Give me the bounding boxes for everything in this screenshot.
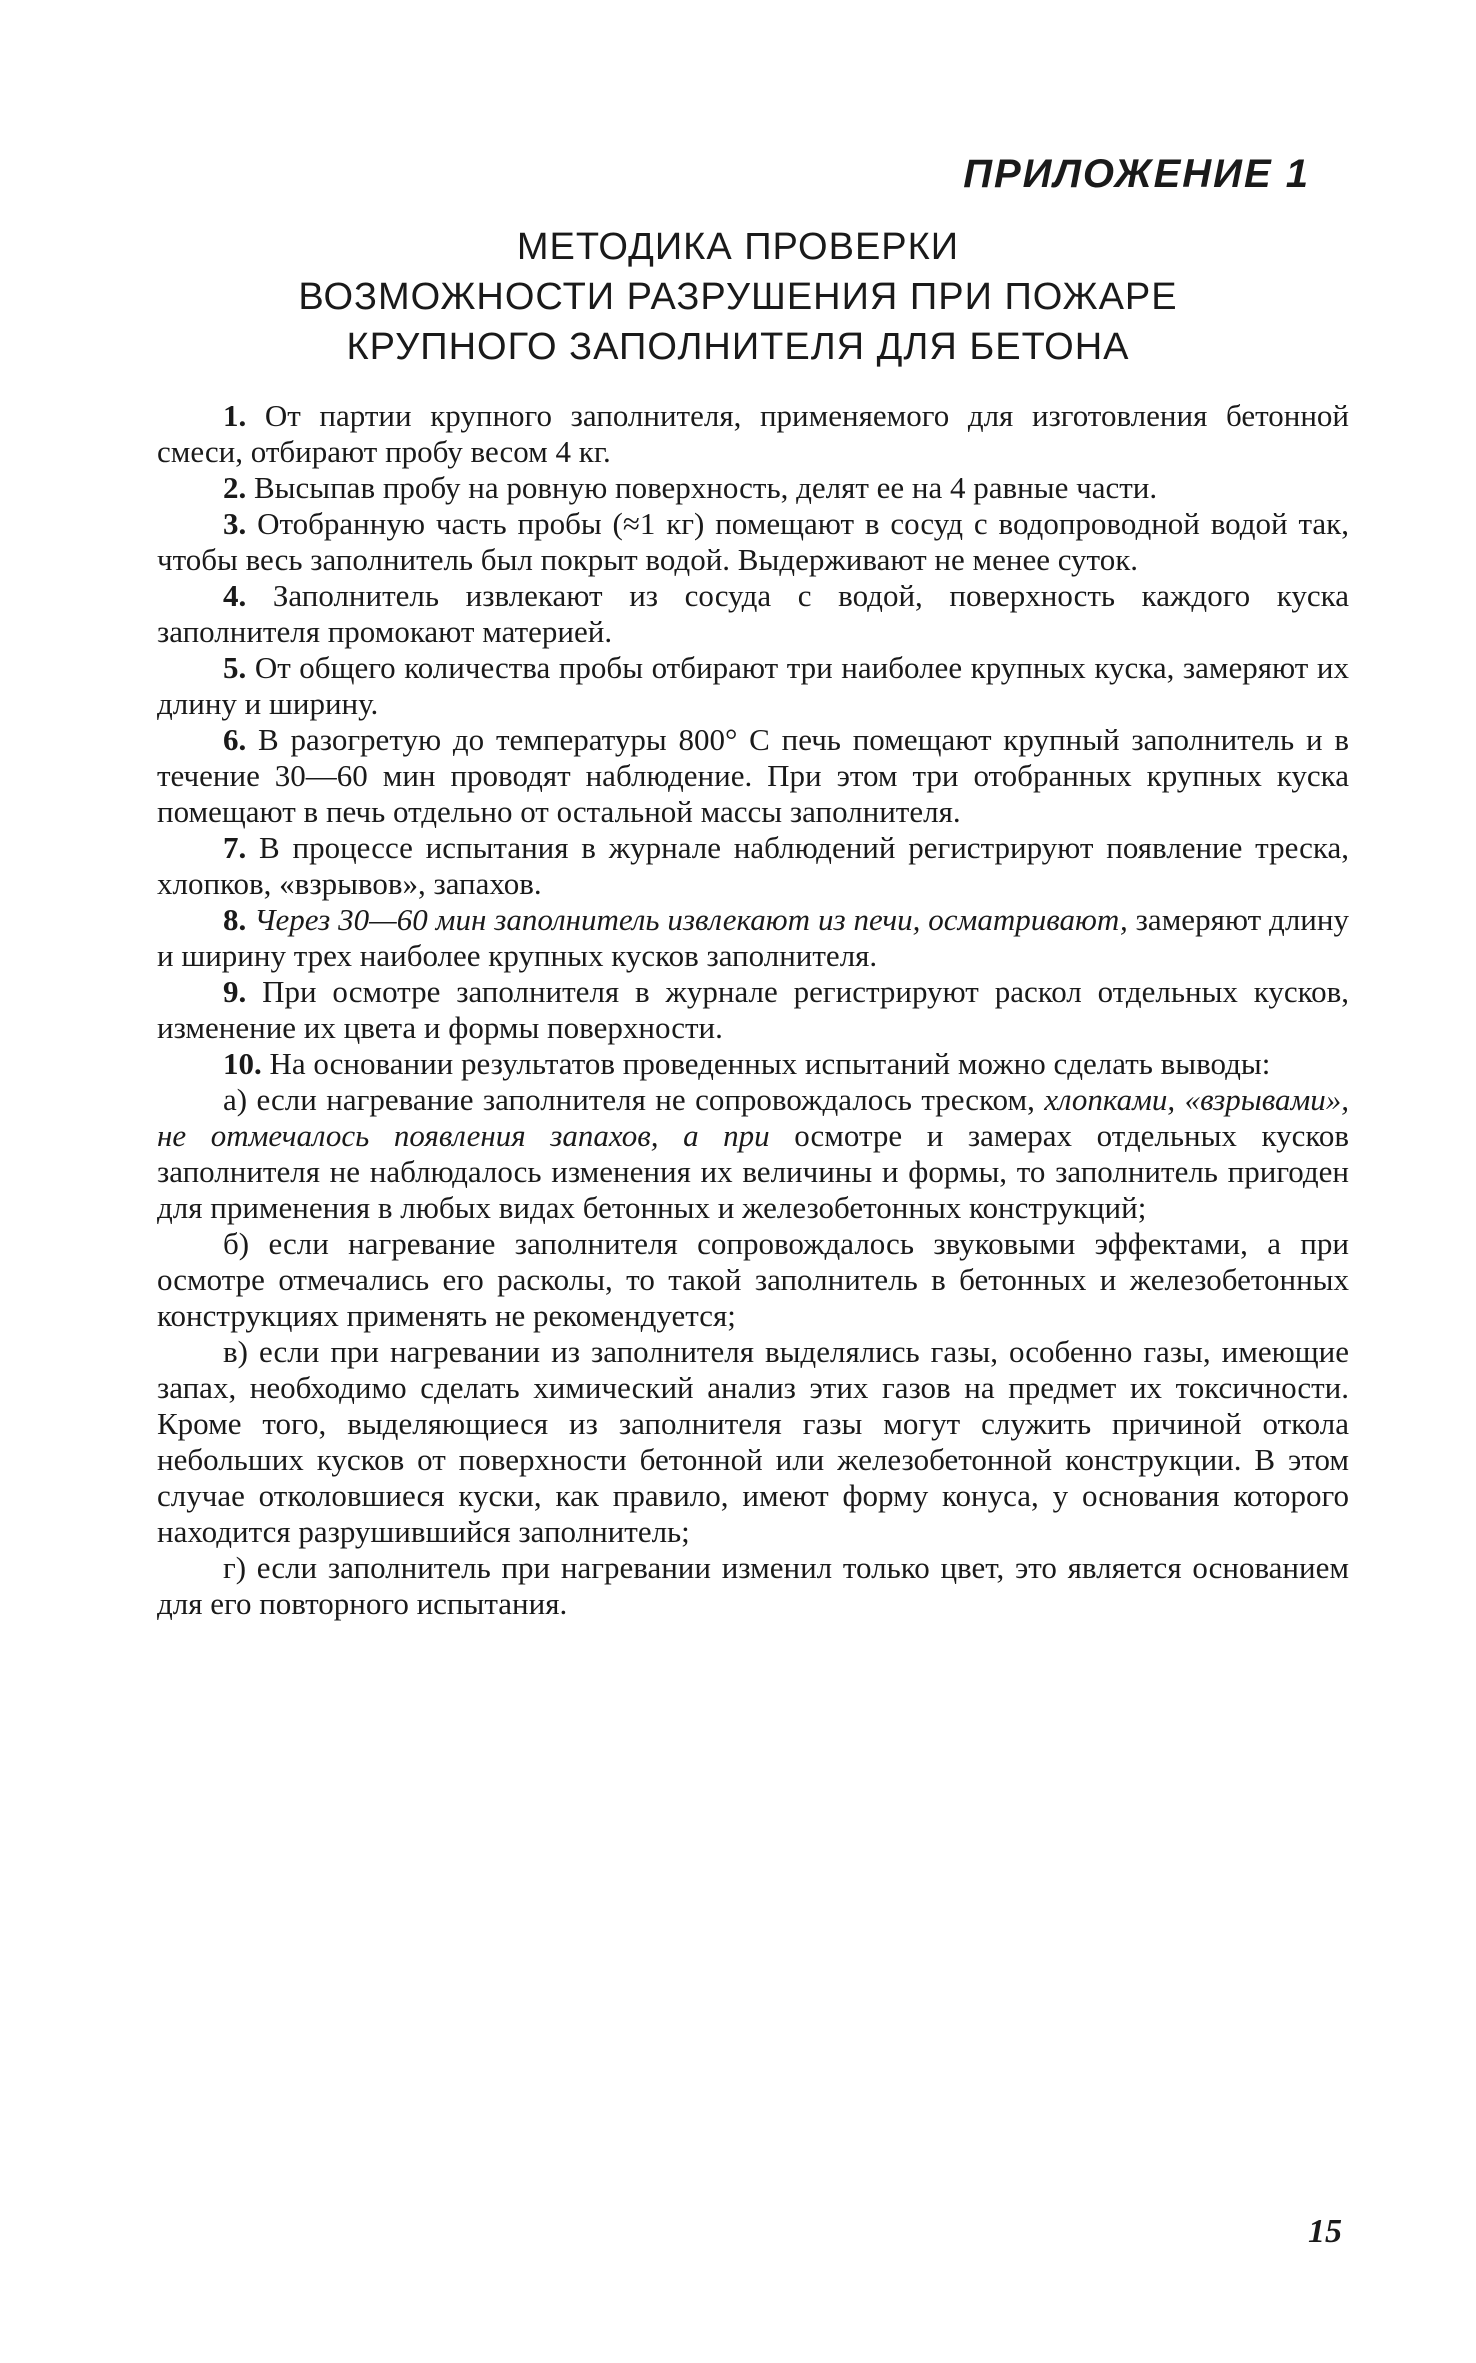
item-number: 8. [223,902,247,937]
item-text: Высыпав пробу на ровную поверхность, делят ее на 4 равные части. [254,470,1158,505]
paragraph-item-9 [157,974,1349,1046]
document-body [157,398,1349,1622]
conclusion-a-italic: хлопками, «взрывами», не отмечалось появления запахов, а при [157,1082,1349,1153]
paragraph-item-1 [157,398,1349,470]
paragraph-item-5 [157,650,1349,722]
item-text: От партии крупного заполнителя, применяемого для изготовления бетонной смеси, отбирают пробу весом 4 кг. [157,398,1349,469]
item-number: 10. [223,1046,262,1081]
item-text: В процессе испытания в журнале наблюдений регистрируют появление треска, хлопков, «взрывов», запахов. [157,830,1349,901]
conclusion-a-start: а) если нагревание заполнителя не сопровождалось треском, [223,1082,1035,1117]
conclusion-c: в) если при нагревании из заполнителя выделялись газы, особенно газы, имеющие запах, необходимо сделать химический анализ этих газов на предмет их токсичности. Кроме того, выделяющиеся из заполнителя газы могут служить причиной откола небольших кусков от поверхности бетонной или железобетонной конструкции. В этом случае отколовшиеся куски, как правило, имеют форму конуса, у основания которого находится разрушившийся заполнитель; [157,1334,1349,1549]
item-number: 2. [223,470,247,505]
conclusion-a-end: осмотре и замерах отдельных кусков заполнителя не наблюдалось изменения их величины и формы, то заполнитель пригоден для применения в любых видах бетонных и железобетонных конструкций; [157,1118,1349,1225]
item-text: Отобранную часть пробы (≈1 кг) помещают в сосуд с водопроводной водой так, чтобы весь заполнитель был покрыт водой. Выдерживают не менее суток. [157,506,1349,577]
paragraph-item-3 [157,506,1349,578]
document-title [150,222,1326,372]
item-number: 7. [223,830,247,865]
title-line-2: ВОЗМОЖНОСТИ РАЗРУШЕНИЯ ПРИ ПОЖАРЕ [298,276,1178,318]
title-line-1: МЕТОДИКА ПРОВЕРКИ [516,226,960,268]
conclusion-d: г) если заполнитель при нагревании изменил только цвет, это является основанием для его повторного испытания. [157,1550,1349,1621]
item-text: От общего количества пробы отбирают три наиболее крупных куска, замеряют их длину и ширину. [157,650,1349,721]
item-text: В разогретую до температуры 800° С печь помещают крупный заполнитель и в течение 30—60 мин проводят наблюдение. При этом три отобранных крупных куска помещают в печь отдельно от остальной массы заполнителя. [157,722,1349,829]
appendix-label: ПРИЛОЖЕНИЕ 1 [963,152,1310,196]
item-number: 4. [223,578,247,613]
page-number: 15 [1308,2213,1342,2250]
conclusion-a [157,1082,1349,1226]
item-text: замеряют длину и ширину трех наиболее крупных кусков заполнителя. [157,902,1349,973]
item-text: На основании результатов проведенных испытаний можно сделать выводы: [269,1046,1271,1081]
item-number: 5. [223,650,247,685]
title-line-3: КРУПНОГО ЗАПОЛНИТЕЛЯ ДЛЯ БЕТОНА [346,326,1130,368]
conclusion-b: б) если нагревание заполнителя сопровождалось звуковыми эффектами, а при осмотре отмечались его расколы, то такой заполнитель в бетонных и железобетонных конструкциях применять не рекомендуется; [157,1226,1349,1333]
item-text-italic: Через 30—60 мин заполнитель извлекают из печи, осматривают, [254,902,1128,937]
paragraph-item-10 [157,1046,1349,1082]
item-number: 9. [223,974,247,1009]
item-text: При осмотре заполнителя в журнале регистрируют раскол отдельных кусков, изменение их цвета и формы поверхности. [157,974,1350,1045]
item-number: 6. [223,722,247,757]
item-number: 3. [223,506,247,541]
paragraph-item-2 [157,470,1349,506]
paragraph-item-7 [157,830,1349,902]
item-number: 1. [223,398,247,433]
paragraph-item-8 [157,902,1349,974]
paragraph-item-6 [157,722,1349,830]
item-text: Заполнитель извлекают из сосуда с водой, поверхность каждого куска заполнителя промокают материей. [157,578,1350,649]
paragraph-item-4 [157,578,1349,650]
